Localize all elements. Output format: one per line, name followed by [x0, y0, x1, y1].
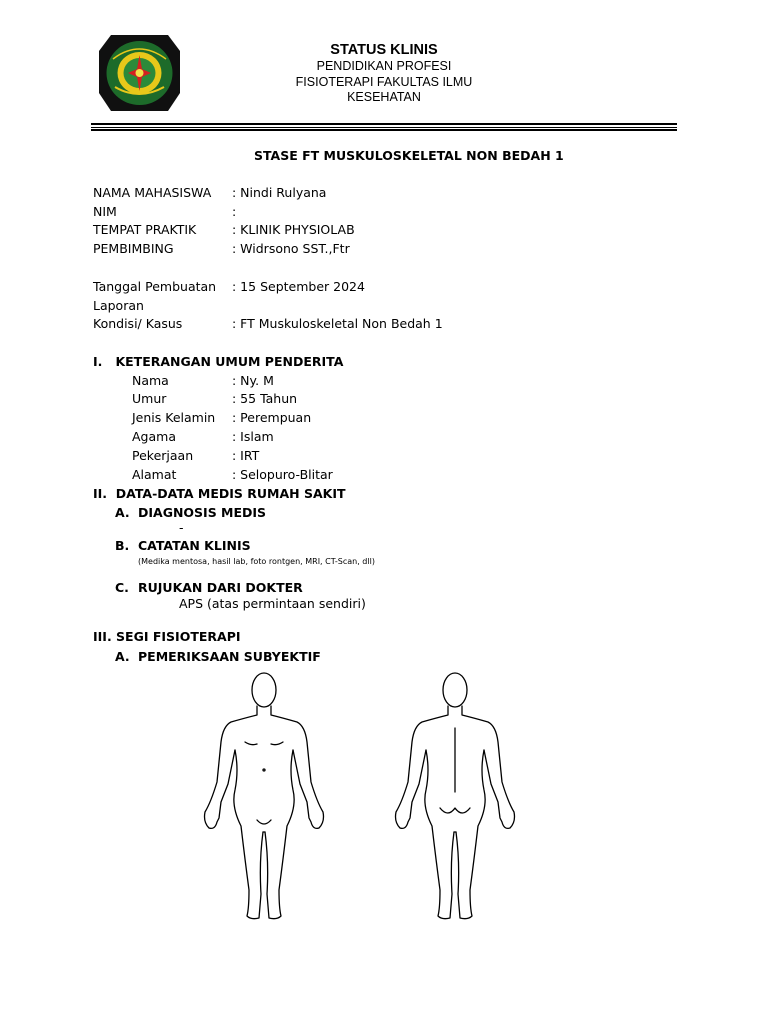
header-line-3: KESEHATAN — [347, 90, 421, 104]
diagnosis-title: DIAGNOSIS MEDIS — [138, 505, 267, 520]
identity-value: : KLINIK PHYSIOLAB — [232, 222, 355, 237]
patient-label: Agama — [132, 429, 176, 444]
patient-value: : Perempuan — [232, 410, 312, 425]
patient-label: Nama — [132, 373, 169, 388]
header-divider — [91, 123, 677, 125]
identity-label: PEMBIMBING — [93, 241, 174, 256]
diagnosis-value: - — [179, 520, 184, 535]
patient-value: : Ny. M — [232, 373, 274, 388]
section-2-title: II. DATA-DATA MEDIS RUMAH SAKIT — [93, 486, 346, 501]
condition-label: Kondisi/ Kasus — [93, 316, 183, 331]
identity-value: : — [232, 204, 237, 219]
patient-label: Pekerjaan — [132, 448, 194, 463]
header-line-2: FISIOTERAPI FAKULTAS ILMU — [295, 75, 473, 89]
identity-value: : Nindi Rulyana — [232, 185, 327, 200]
identity-label: NAMA MAHASISWA — [93, 185, 212, 200]
header-line-1: PENDIDIKAN PROFESI — [316, 59, 452, 73]
subsection-letter: A. — [115, 505, 130, 520]
subsection-letter: C. — [115, 580, 129, 595]
referral-title: RUJUKAN DARI DOKTER — [138, 580, 303, 595]
patient-value: : IRT — [232, 448, 260, 463]
condition-value: : FT Muskuloskeletal Non Bedah 1 — [232, 316, 443, 331]
patient-value: : Islam — [232, 429, 274, 444]
section-1-title: I. KETERANGAN UMUM PENDERITA — [93, 354, 344, 369]
patient-label: Umur — [132, 391, 167, 406]
institution-logo — [91, 29, 188, 116]
report-date-value: : 15 September 2024 — [232, 279, 365, 294]
subsection-letter: A. — [115, 649, 130, 664]
subjective-exam-title: PEMERIKSAAN SUBYEKTIF — [138, 649, 321, 664]
identity-label: TEMPAT PRAKTIK — [93, 222, 197, 237]
identity-value: : Widrsono SST.,Ftr — [232, 241, 350, 256]
document-title: STATUS KLINIS — [330, 42, 438, 58]
identity-label: NIM — [93, 204, 117, 219]
header-divider — [91, 127, 677, 128]
report-date-label: Tanggal Pembuatan — [93, 279, 217, 294]
referral-value: APS (atas permintaan sendiri) — [179, 596, 366, 611]
report-date-label: Laporan — [93, 298, 144, 313]
header-divider — [91, 129, 677, 131]
stase-title: STASE FT MUSKULOSKELETAL NON BEDAH 1 — [254, 148, 564, 163]
body-chart-back — [392, 672, 522, 928]
clinical-notes-hint: (Medika mentosa, hasil lab, foto rontgen, MRI, CT-Scan, dll) — [138, 557, 375, 566]
patient-label: Alamat — [132, 467, 177, 482]
patient-value: : Selopuro-Blitar — [232, 467, 333, 482]
section-3-title: III. SEGI FISIOTERAPI — [93, 629, 241, 644]
patient-label: Jenis Kelamin — [132, 410, 216, 425]
clinical-notes-title: CATATAN KLINIS — [138, 538, 251, 553]
body-chart-front — [201, 672, 331, 928]
patient-value: : 55 Tahun — [232, 391, 298, 406]
subsection-letter: B. — [115, 538, 130, 553]
